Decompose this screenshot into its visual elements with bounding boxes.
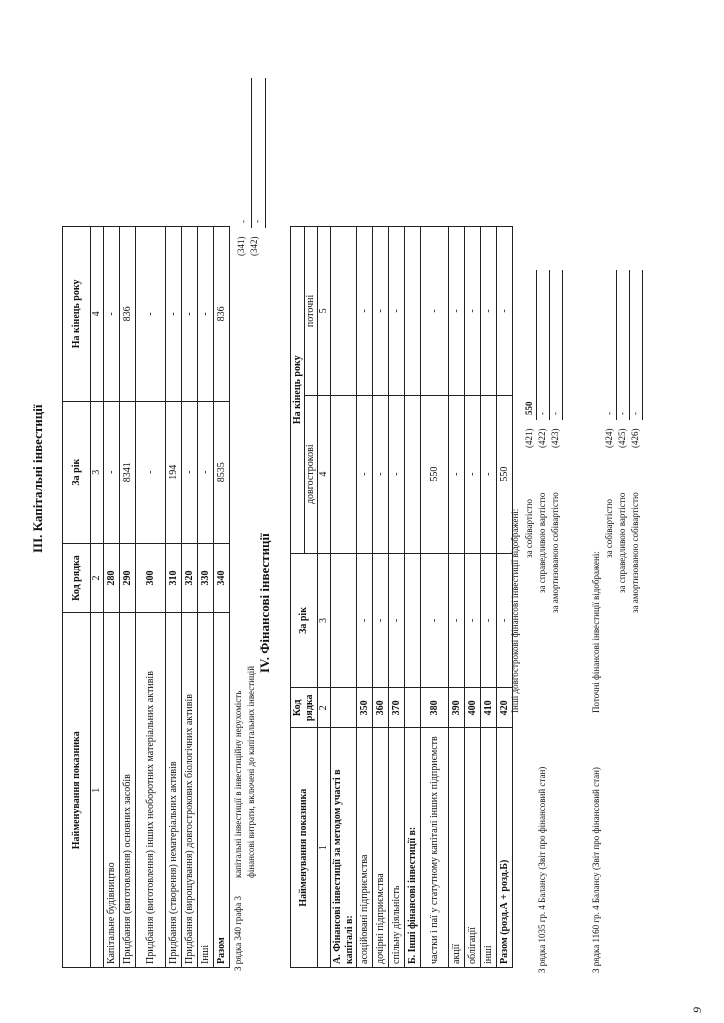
row-current: -: [481, 227, 497, 396]
row-long: 550: [497, 395, 513, 553]
row-current: -: [497, 227, 513, 396]
row-name: частки і паї у статутному капіталі інших підприємств: [421, 728, 449, 968]
item-424-label: за собівартістю: [604, 499, 614, 558]
item-422-value: -: [537, 412, 547, 415]
row-code: 300: [136, 543, 166, 613]
row-current: -: [421, 227, 449, 396]
row-code: 340: [214, 543, 230, 613]
item-425-value: -: [617, 412, 627, 415]
row-end: -: [104, 227, 120, 402]
row-code: 290: [120, 543, 136, 613]
row-current: -: [449, 227, 465, 396]
row-end: -: [166, 227, 182, 402]
row-name: Придбання (виготовлення) інших необоротних матеріальних активів: [136, 613, 166, 968]
row-year: 8535: [214, 401, 230, 543]
item-421-label: за собівартістю: [524, 499, 534, 558]
item-425-label: за справедливою вартістю: [617, 492, 627, 593]
item-421-value: 550: [524, 401, 534, 415]
row-name: Придбання (виготовлення) основних засобів: [120, 613, 136, 968]
current-heading: Поточні фінансові інвестиції відображені:: [591, 551, 601, 713]
table-row: [182, 227, 198, 968]
col-number: 5: [318, 227, 331, 396]
item-423-line: [562, 270, 563, 420]
row-long: -: [357, 395, 373, 553]
row-current: -: [373, 227, 389, 396]
col-number: 1: [318, 728, 331, 968]
row-code: 380: [421, 688, 449, 728]
financial-investments-table: [290, 226, 513, 968]
row-code: 320: [182, 543, 198, 613]
row-year: -: [465, 553, 481, 688]
capital-investments-table: [62, 226, 230, 968]
row-year: -: [136, 401, 166, 543]
row-end: 836: [120, 227, 136, 402]
page-number: 9: [690, 1007, 704, 1013]
item-424-value: -: [604, 412, 614, 415]
header-end: На кінець року: [291, 227, 305, 554]
row-name: А. Фінансові інвестиції за методом участі в капіталі в:: [331, 728, 357, 968]
row-code: [331, 688, 357, 728]
header-current: поточні: [305, 227, 318, 396]
item-423-label: за амортизованою собівартістю: [550, 492, 560, 613]
row-code: 350: [357, 688, 373, 728]
row-name: спільну діяльність: [389, 728, 405, 968]
note-341-text: капітальні інвестиції в інвестиційну нерухомість: [233, 690, 243, 878]
line-1035-label: З рядка 1035 гр. 4 Балансу (Звіт про фінансовий стан): [537, 766, 547, 973]
long-term-heading: Інші довгострокові фінансові інвестиції відображені:: [510, 508, 520, 713]
row-year: -: [198, 401, 214, 543]
header-name: Найменування показника: [291, 728, 318, 968]
table-row: [214, 227, 230, 968]
header-year: За рік: [63, 401, 91, 543]
row-name: Придбання (створення) нематеріальних активів: [166, 613, 182, 968]
header-long-term: довгострокові: [305, 395, 318, 553]
row-end: -: [136, 227, 166, 402]
row-long: -: [373, 395, 389, 553]
col-number: 2: [91, 543, 104, 613]
table-row: [104, 227, 120, 968]
table-row: [481, 227, 497, 968]
row-year: 8341: [120, 401, 136, 543]
row-year: -: [421, 553, 449, 688]
row-code: 400: [465, 688, 481, 728]
row-name: інші: [481, 728, 497, 968]
note-342-text: фінансові витрати, включені до капітальних інвестицій: [246, 665, 256, 878]
note-342-line: [265, 78, 266, 228]
row-code: 330: [198, 543, 214, 613]
financial-investments-title: IV. Фінансові інвестиції: [257, 533, 272, 673]
row-year: -: [481, 553, 497, 688]
row-current: [405, 227, 421, 396]
row-year: -: [182, 401, 198, 543]
row-year: -: [389, 553, 405, 688]
item-426-code: (426): [630, 428, 640, 448]
row-long: [405, 395, 421, 553]
col-number: 2: [318, 688, 331, 728]
item-425-line: [629, 270, 630, 420]
row-current: -: [357, 227, 373, 396]
row-name: Разом (розд.А + розд.Б): [497, 728, 513, 968]
row-year: -: [357, 553, 373, 688]
row-current: -: [389, 227, 405, 396]
item-426-value: -: [630, 412, 640, 415]
item-422-code: (422): [537, 428, 547, 448]
table-row: [136, 227, 166, 968]
row-long: -: [481, 395, 497, 553]
row-year: -: [104, 401, 120, 543]
col-number: 1: [91, 613, 104, 968]
table-row: [357, 227, 373, 968]
row-long: -: [465, 395, 481, 553]
table-row: [120, 227, 136, 968]
row-name: Б. Інші фінансові інвестиції в:: [405, 728, 421, 968]
row-long: -: [389, 395, 405, 553]
item-423-value: -: [550, 412, 560, 415]
row-year: [405, 553, 421, 688]
row-name: асоційовані підприємства: [357, 728, 373, 968]
item-422-label: за справедливою вартістю: [537, 492, 547, 593]
row-end: -: [198, 227, 214, 402]
row-year: 194: [166, 401, 182, 543]
note-prefix: З рядка 340 графа 3: [233, 896, 243, 971]
row-current: -: [465, 227, 481, 396]
header-end: На кінець року: [63, 227, 91, 402]
item-422-line: [549, 270, 550, 420]
note-342-value: -: [252, 220, 262, 223]
item-423-code: (423): [550, 428, 560, 448]
row-current: [331, 227, 357, 396]
table-row: [465, 227, 481, 968]
header-code: Код рядка: [291, 688, 318, 728]
capital-investments-title: III. Капітальні інвестиції: [30, 404, 45, 553]
row-code: 410: [481, 688, 497, 728]
col-number: 3: [318, 553, 331, 688]
table-row: [449, 227, 465, 968]
row-end: 836: [214, 227, 230, 402]
row-code: 420: [497, 688, 513, 728]
table-row: [405, 227, 421, 968]
item-421-code: (421): [524, 428, 534, 448]
item-426-line: [642, 270, 643, 420]
row-name: акції: [449, 728, 465, 968]
header-year: За рік: [291, 553, 318, 688]
line-1160-label: З рядка 1160 гр. 4 Балансу (Звіт про фінансовий стан): [591, 767, 601, 973]
row-code: 370: [389, 688, 405, 728]
row-code: 280: [104, 543, 120, 613]
row-code: 360: [373, 688, 389, 728]
row-name: Капітальне будівництво: [104, 613, 120, 968]
row-year: -: [449, 553, 465, 688]
row-year: -: [373, 553, 389, 688]
row-name: дочірні підприємства: [373, 728, 389, 968]
item-421-line: [536, 270, 537, 420]
item-425-code: (425): [617, 428, 627, 448]
table-row: [373, 227, 389, 968]
table-row: [421, 227, 449, 968]
row-long: -: [449, 395, 465, 553]
table-row: [389, 227, 405, 968]
col-number: 4: [91, 227, 104, 402]
row-name: облігації: [465, 728, 481, 968]
note-341-code: (341): [236, 236, 246, 256]
row-name: Разом: [214, 613, 230, 968]
header-code: Код рядка: [63, 543, 91, 613]
note-342-code: (342): [249, 236, 259, 256]
row-code: 310: [166, 543, 182, 613]
col-number: 4: [318, 395, 331, 553]
row-end: -: [182, 227, 198, 402]
row-year: [331, 553, 357, 688]
row-long: 550: [421, 395, 449, 553]
col-number: 3: [91, 401, 104, 543]
row-long: [331, 395, 357, 553]
note-341-line: [251, 78, 252, 228]
row-name: Інші: [198, 613, 214, 968]
table-row: [166, 227, 182, 968]
table-row: [331, 227, 357, 968]
table-row: [198, 227, 214, 968]
row-year: -: [497, 553, 513, 688]
item-424-line: [616, 270, 617, 420]
note-341-value: -: [238, 220, 248, 223]
row-code: [405, 688, 421, 728]
item-426-label: за амортизованою собівартістю: [630, 492, 640, 613]
header-name: Найменування показника: [63, 613, 91, 968]
item-424-code: (424): [604, 428, 614, 448]
row-code: 390: [449, 688, 465, 728]
row-name: Придбання (вирощування) довгострокових біологічних активів: [182, 613, 198, 968]
